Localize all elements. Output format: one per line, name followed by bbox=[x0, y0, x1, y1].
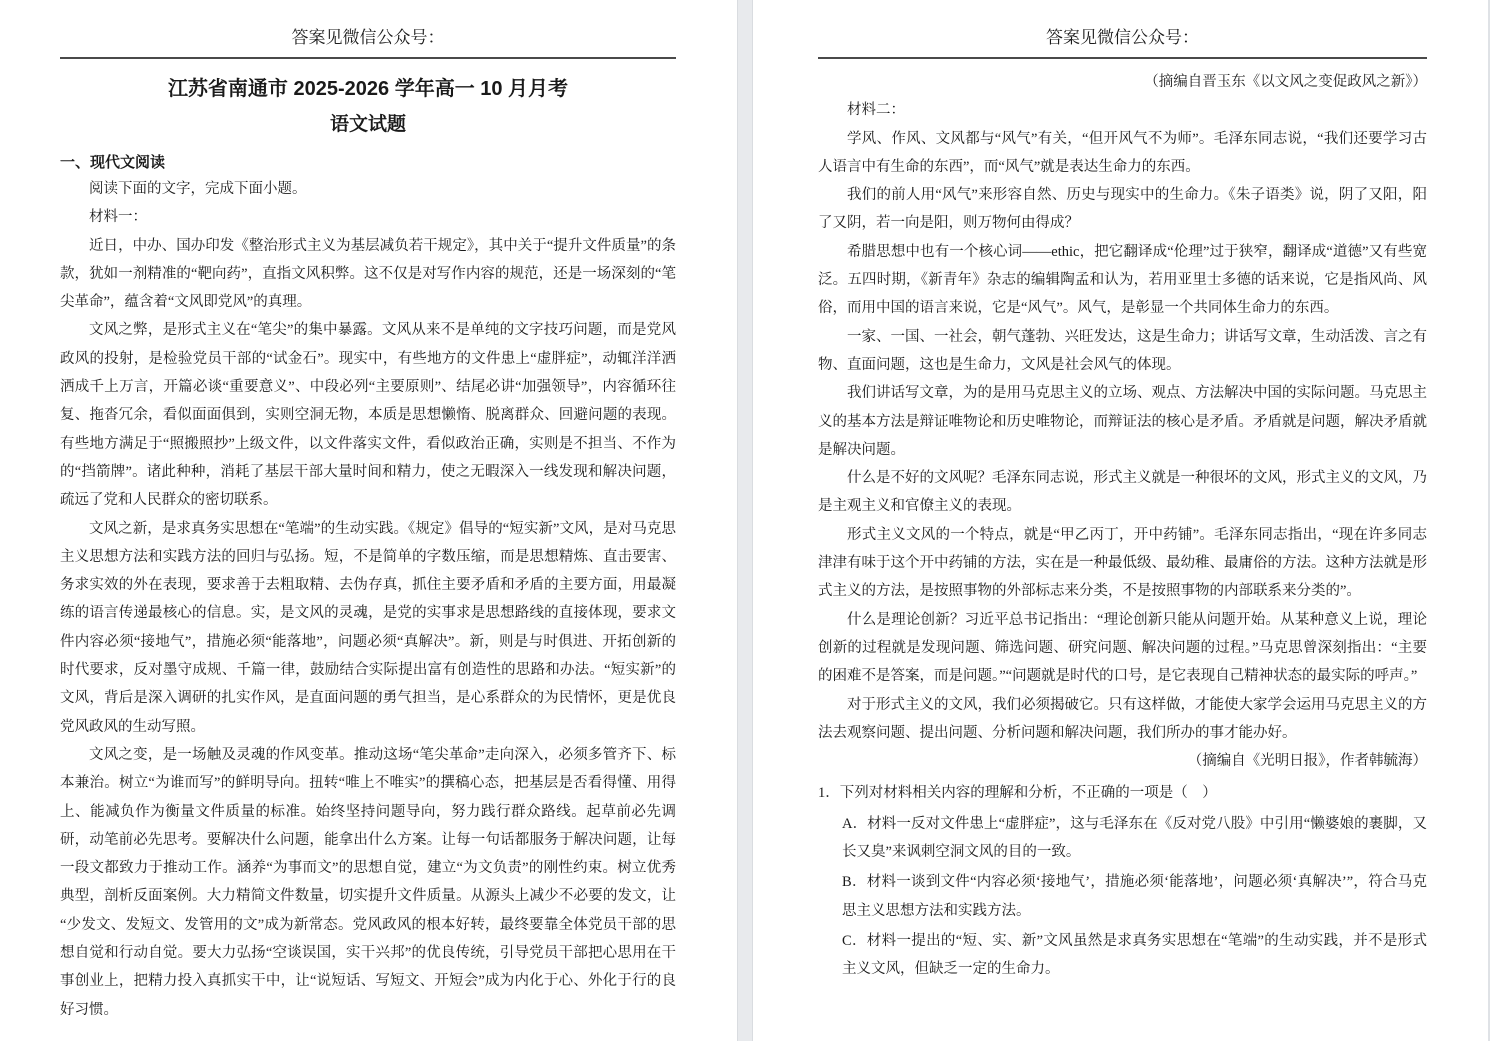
material-2-paragraph: 什么是不好的文风呢？毛泽东同志说，形式主义就是一种很坏的文风，形式主义的文风，乃是主观主义和官僚主义的表现。 bbox=[818, 470, 1427, 515]
question-1-option-c: C．材料一提出的“短、实、新”文风虽然是求真务实思想在“笔端”的生动实践，并不是形式主义文风，但缺乏一定的生命力。 bbox=[842, 932, 1427, 978]
page-left bbox=[0, 0, 737, 1041]
material-2-paragraph: 我们的前人用“风气”来形容自然、历史与现实中的生命力。《朱子语类》说，阴了又阳，阳了又阴，若一向是阳，则万物何由得成？ bbox=[818, 187, 1427, 232]
question-1-option-b: B．材料一谈到文件“内容必须‘接地气’，措施必须‘能落地’，问题必须‘真解决’”，符合马克思主义思想方法和实践方法。 bbox=[842, 874, 1427, 919]
material-2-paragraph: 什么是理论创新？习近平总书记指出：“理论创新只能从问题开始。从某种意义上说，理论创新的过程就是发现问题、筛选问题、研究问题、解决问题的过程。”马克思曾深刻指出：“主要的困难不是答案，而是问题。”“问题就是时代的口号，是它表现自己精神状态的最实际的呼声。” bbox=[818, 611, 1427, 685]
answer-notice-header: 答案见微信公众号： bbox=[60, 26, 676, 59]
material-2-paragraph: 希腊思想中也有一个核心词——ethic，把它翻译成“伦理”过于狭窄，翻译成“道德”又有些宽泛。五四时期，《新青年》杂志的编辑陶孟和认为，若用亚里士多德的话来说，它是指风尚、风俗，而用中国的语言来说，它是“风气”。风气，是彰显一个共同体生命力的东西。 bbox=[818, 243, 1427, 317]
question-1-option-a: A．材料一反对文件患上“虚胖症”，这与毛泽东在《反对党八股》中引用“懒婆娘的裹脚，又长又臭”来讽刺空洞文风的目的一致。 bbox=[842, 815, 1427, 861]
question-1-stem: 1．下列对材料相关内容的理解和分析，不正确的一项是（ ） bbox=[818, 785, 1217, 802]
material-1-paragraph: 文风之变，是一场触及灵魂的作风变革。推动这场“笔尖革命”走向深入，必须多管齐下、标本兼治。树立“为谁而写”的鲜明导向。扭转“唯上不唯实”的撰稿心态，把基层是否看得懂、用得上、能减负作为衡量文件质量的标准。始终坚持问题导向，努力践行群众路线。起草前必先调研，动笔前必先思考。要解决什么问题，能拿出什么方案。让每一句话都服务于解决问题，让每一段文都致力于推动工作。涵养“为事而文”的思想自觉，建立“为文负责”的刚性约束。树立优秀典型，剖析反面案例。大力精简文件数量，切实提升文件质量。从源头上减少不必要的发文，让“少发文、发短文、发管用的文”成为新常态。党风政风的根本好转，最终要靠全体党员干部的思想自觉和行动自觉。要大力弘扬“空谈误国，实干兴邦”的优良传统，引导党员干部把心思用在干事创业上，把精力投入真抓实干中，让“说短话、写短文、开短会”成为内化于心、外化于行的良好习惯。 bbox=[60, 746, 676, 1018]
material-1-label: 材料一： bbox=[89, 209, 147, 226]
section-heading-modern-reading: 一、现代文阅读 bbox=[60, 154, 166, 171]
exam-subtitle: 语文试题 bbox=[329, 114, 406, 135]
material-2-paragraph: 我们讲话写文章，为的是用马克思主义的立场、观点、方法解决中国的实际问题。马克思主义的基本方法是辩证唯物论和历史唯物论，而辩证法的核心是矛盾。矛盾就是问题，解决矛盾就是解决问题。 bbox=[818, 385, 1427, 458]
material-2-attribution: （摘编自《光明日报》，作者韩毓海） bbox=[1187, 753, 1427, 770]
material-2-paragraph: 形式主义文风的一个特点，就是“甲乙丙丁，开中药铺”。毛泽东同志指出，“现在许多同志津津有味于这个开中药铺的方法，实在是一种最低级、最幼稚、最庸俗的方法。这种方法就是形式主义的方法，是按照事物的外部标志来分类，不是按照事物的内部联系来分类的”。 bbox=[818, 526, 1427, 600]
material-1-attribution: （摘编自晋玉东《以文风之变促政风之新》） bbox=[1144, 74, 1427, 90]
page-right bbox=[753, 0, 1488, 1041]
reading-instruction: 阅读下面的文字，完成下面小题。 bbox=[89, 181, 307, 197]
page-gap-divider bbox=[737, 0, 753, 1041]
material-2-paragraph: 对于形式主义的文风，我们必须揭破它。只有这样做，才能使大家学会运用马克思主义的方法去观察问题、提出问题、分析问题和解决问题，我们所办的事才能办好。 bbox=[818, 696, 1427, 741]
exam-title: 江苏省南通市 2025-2026 学年高一 10 月月考 bbox=[167, 78, 569, 100]
right-margin-pad bbox=[1490, 0, 1495, 1041]
material-2-label: 材料二： bbox=[847, 102, 905, 119]
material-2-paragraph: 学风、作风、文风都与“风气”有关，“但开风气不为师”。毛泽东同志说，“我们还要学习古人语言中有生命的东西”，而“风气”就是表达生命力的东西。 bbox=[818, 130, 1427, 175]
material-2-paragraph: 一家、一国、一社会，朝气蓬勃、兴旺发达，这是生命力；讲话写文章，生动活泼、言之有物、直面问题，这也是生命力，文风是社会风气的体现。 bbox=[818, 328, 1427, 373]
answer-notice-header: 答案见微信公众号： bbox=[818, 26, 1427, 59]
material-1-paragraph: 文风之弊，是形式主义在“笔尖”的集中暴露。文风从来不是单纯的文字技巧问题，而是党风政风的投射，是检验党员干部的“试金石”。现实中，有些地方的文件患上“虚胖症”，动辄洋洋洒洒成千上万言，开篇必谈“重要意义”、中段必列“主要原则”、结尾必讲“加强领导”，内容循环往复、拖沓冗余，看似面面俱到，实则空洞无物，本质是思想懒惰、脱离群众、回避问题的表现。有些地方满足于“照搬照抄”上级文件，以文件落实文件，看似政治正确，实则是不担当、不作为的“挡箭牌”。诸此种种，消耗了基层干部大量时间和精力，使之无暇深入一线发现和解决问题，疏远了党和人民群众的密切联系。 bbox=[60, 322, 676, 509]
material-1-paragraph: 近日，中办、国办印发《整治形式主义为基层减负若干规定》，其中关于“提升文件质量”的条款，犹如一剂精准的“靶向药”，直指文风积弊。这不仅是对写作内容的规范，还是一场深刻的“笔尖革命”，蕴含着“文风即党风”的真理。 bbox=[60, 237, 676, 311]
material-1-paragraph: 文风之新，是求真务实思想在“笔端”的生动实践。《规定》倡导的“短实新”文风，是对马克思主义思想方法和实践方法的回归与弘扬。短，不是简单的字数压缩，而是思想精炼、直击要害、务求实效的外在表现，要求善于去粗取精、去伪存真，抓住主要矛盾和矛盾的主要方面，用最凝练的语言传递最核心的信息。实，是文风的灵魂，是党的实事求是思想路线的直接体现，要求文件内容必须“接地气”，措施必须“能落地”，问题必须“真解决”。新，则是与时俱进、开拓创新的时代要求，反对墨守成规、千篇一律，鼓励结合实际提出富有创造性的思路和办法。“短实新”的文风，背后是深入调研的扎实作风，是直面问题的勇气担当，是心系群众的为民情怀，更是优良党风政风的生动写照。 bbox=[60, 520, 676, 735]
